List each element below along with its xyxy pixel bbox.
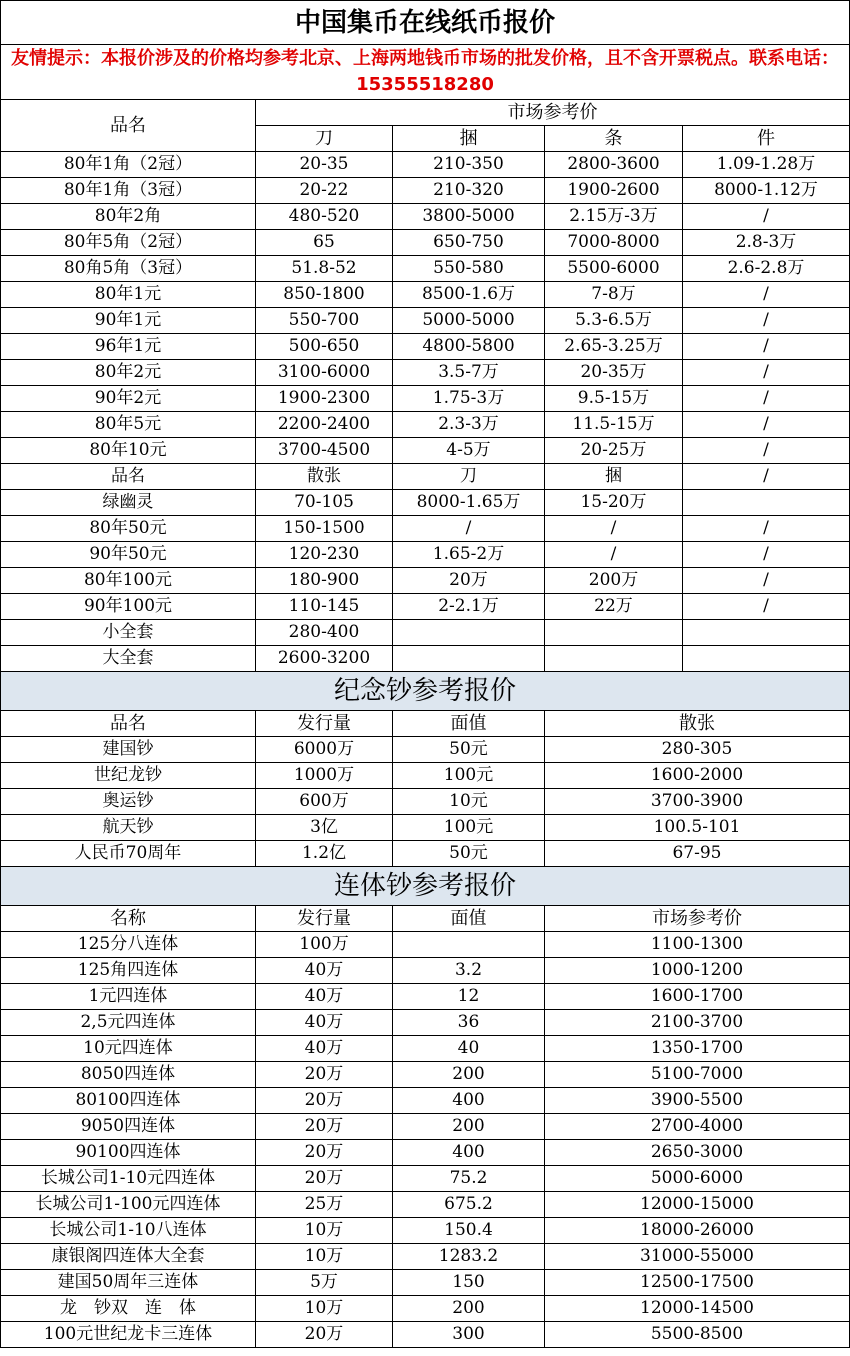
tiao-price-cell: 200万	[545, 568, 683, 594]
issue-volume-cell: 40万	[256, 1036, 393, 1062]
jian-price-cell: /	[683, 412, 850, 438]
price-row	[1, 1244, 850, 1270]
tiao-price-cell: 11.5-15万	[545, 412, 683, 438]
dao-price-cell: 散张	[256, 464, 393, 490]
price-row	[1, 464, 850, 490]
item-name-cell: 大全套	[1, 646, 256, 672]
issue-volume-cell: 10万	[256, 1244, 393, 1270]
dao-price-cell: 2200-2400	[256, 412, 393, 438]
tiao-price-cell: 5.3-6.5万	[545, 308, 683, 334]
header-market-price: 市场参考价	[256, 100, 850, 126]
tiao-price-cell: 7000-8000	[545, 230, 683, 256]
item-name-cell: 10元四连体	[1, 1036, 256, 1062]
section-title-row	[1, 867, 850, 906]
tiao-price-cell: /	[545, 542, 683, 568]
item-name-cell: 90年100元	[1, 594, 256, 620]
item-name-cell: 80年5元	[1, 412, 256, 438]
price-row	[1, 620, 850, 646]
item-name-cell: 康银阁四连体大全套	[1, 1244, 256, 1270]
item-name-cell: 奥运钞	[1, 789, 256, 815]
price-row	[1, 412, 850, 438]
price-cell: 3700-3900	[545, 789, 850, 815]
column-header-issue: 发行量	[256, 906, 393, 932]
kun-price-cell: /	[393, 516, 545, 542]
price-row	[1, 789, 850, 815]
issue-volume-cell: 40万	[256, 958, 393, 984]
face-value-cell: 150.4	[393, 1218, 545, 1244]
dao-price-cell: 850-1800	[256, 282, 393, 308]
price-row	[1, 256, 850, 282]
item-name-cell: 人民币70周年	[1, 841, 256, 867]
header-unit-kun: 捆	[393, 126, 545, 152]
tiao-price-cell: 7-8万	[545, 282, 683, 308]
item-name-cell: 小全套	[1, 620, 256, 646]
price-row	[1, 1270, 850, 1296]
tiao-price-cell: 15-20万	[545, 490, 683, 516]
jian-price-cell: 1.09-1.28万	[683, 152, 850, 178]
price-cell: 280-305	[545, 737, 850, 763]
issue-volume-cell: 20万	[256, 1062, 393, 1088]
header-unit-dao: 刀	[256, 126, 393, 152]
item-name-cell: 9050四连体	[1, 1114, 256, 1140]
dao-price-cell: 500-650	[256, 334, 393, 360]
price-row	[1, 737, 850, 763]
header-unit-jian: 件	[683, 126, 850, 152]
price-row	[1, 984, 850, 1010]
dao-price-cell: 480-520	[256, 204, 393, 230]
kun-price-cell: 20万	[393, 568, 545, 594]
item-name-cell: 2,5元四连体	[1, 1010, 256, 1036]
issue-volume-cell: 20万	[256, 1088, 393, 1114]
item-name-cell: 96年1元	[1, 334, 256, 360]
price-row	[1, 1218, 850, 1244]
tiao-price-cell: 2.15万-3万	[545, 204, 683, 230]
kun-price-cell: 3.5-7万	[393, 360, 545, 386]
price-cell: 1100-1300	[545, 932, 850, 958]
face-value-cell: 40	[393, 1036, 545, 1062]
jian-price-cell: /	[683, 334, 850, 360]
price-cell: 1600-1700	[545, 984, 850, 1010]
face-value-cell: 300	[393, 1322, 545, 1348]
kun-price-cell: 5000-5000	[393, 308, 545, 334]
price-cell: 12000-14500	[545, 1296, 850, 1322]
item-name-cell: 80年2角	[1, 204, 256, 230]
kun-price-cell: 4-5万	[393, 438, 545, 464]
jian-price-cell: 8000-1.12万	[683, 178, 850, 204]
issue-volume-cell: 20万	[256, 1114, 393, 1140]
tiao-price-cell: 5500-6000	[545, 256, 683, 282]
price-row	[1, 958, 850, 984]
item-name-cell: 125分八连体	[1, 932, 256, 958]
price-cell: 2650-3000	[545, 1140, 850, 1166]
kun-price-cell: 3800-5000	[393, 204, 545, 230]
tiao-price-cell: /	[545, 516, 683, 542]
column-header-name: 名称	[1, 906, 256, 932]
item-name-cell: 80年1元	[1, 282, 256, 308]
price-cell: 67-95	[545, 841, 850, 867]
tiao-price-cell: 22万	[545, 594, 683, 620]
item-name-cell: 80100四连体	[1, 1088, 256, 1114]
item-name-cell: 80角5角（3冠）	[1, 256, 256, 282]
kun-price-cell: 8500-1.6万	[393, 282, 545, 308]
kun-price-cell	[393, 646, 545, 672]
price-row	[1, 152, 850, 178]
item-name-cell: 世纪龙钞	[1, 763, 256, 789]
price-row	[1, 178, 850, 204]
face-value-cell: 1283.2	[393, 1244, 545, 1270]
section-header-row	[1, 711, 850, 737]
tiao-price-cell: 20-25万	[545, 438, 683, 464]
price-row	[1, 230, 850, 256]
item-name-cell: 80年2元	[1, 360, 256, 386]
item-name-cell: 绿幽灵	[1, 490, 256, 516]
jian-price-cell: /	[683, 568, 850, 594]
price-row	[1, 594, 850, 620]
price-row	[1, 438, 850, 464]
price-cell: 2100-3700	[545, 1010, 850, 1036]
dao-price-cell: 65	[256, 230, 393, 256]
jian-price-cell: /	[683, 438, 850, 464]
face-value-cell: 100元	[393, 815, 545, 841]
price-row	[1, 1322, 850, 1348]
face-value-cell: 50元	[393, 841, 545, 867]
price-cell: 1000-1200	[545, 958, 850, 984]
column-header-name: 品名	[1, 711, 256, 737]
column-header-issue: 发行量	[256, 711, 393, 737]
price-row	[1, 1010, 850, 1036]
price-cell: 100.5-101	[545, 815, 850, 841]
item-name-cell: 80年1角（2冠）	[1, 152, 256, 178]
dao-price-cell: 3100-6000	[256, 360, 393, 386]
jian-price-cell: /	[683, 594, 850, 620]
item-name-cell: 长城公司1-10八连体	[1, 1218, 256, 1244]
item-name-cell: 80年50元	[1, 516, 256, 542]
price-row	[1, 386, 850, 412]
face-value-cell: 675.2	[393, 1192, 545, 1218]
kun-price-cell: 1.75-3万	[393, 386, 545, 412]
dao-price-cell: 150-1500	[256, 516, 393, 542]
item-name-cell: 8050四连体	[1, 1062, 256, 1088]
kun-price-cell: 210-320	[393, 178, 545, 204]
jian-price-cell: 2.6-2.8万	[683, 256, 850, 282]
issue-volume-cell: 20万	[256, 1140, 393, 1166]
face-value-cell: 150	[393, 1270, 545, 1296]
price-cell: 12500-17500	[545, 1270, 850, 1296]
price-row	[1, 1166, 850, 1192]
dao-price-cell: 110-145	[256, 594, 393, 620]
jian-price-cell: /	[683, 204, 850, 230]
face-value-cell: 200	[393, 1114, 545, 1140]
header-name: 品名	[1, 100, 256, 152]
face-value-cell: 50元	[393, 737, 545, 763]
jian-price-cell: /	[683, 542, 850, 568]
kun-price-cell: 650-750	[393, 230, 545, 256]
issue-volume-cell: 5万	[256, 1270, 393, 1296]
kun-price-cell: 4800-5800	[393, 334, 545, 360]
face-value-cell	[393, 932, 545, 958]
face-value-cell: 10元	[393, 789, 545, 815]
sheet-title: 中国集币在线纸币报价	[1, 1, 850, 45]
face-value-cell: 400	[393, 1140, 545, 1166]
price-row	[1, 542, 850, 568]
jian-price-cell: /	[683, 386, 850, 412]
price-row	[1, 932, 850, 958]
section-title-row	[1, 672, 850, 711]
header-unit-tiao: 条	[545, 126, 683, 152]
price-row	[1, 815, 850, 841]
tiao-price-cell: 1900-2600	[545, 178, 683, 204]
price-cell: 5000-6000	[545, 1166, 850, 1192]
jian-price-cell: /	[683, 282, 850, 308]
issue-volume-cell: 20万	[256, 1322, 393, 1348]
item-name-cell: 80年10元	[1, 438, 256, 464]
dao-price-cell: 550-700	[256, 308, 393, 334]
item-name-cell: 航天钞	[1, 815, 256, 841]
item-name-cell: 长城公司1-10元四连体	[1, 1166, 256, 1192]
column-header-face: 面值	[393, 711, 545, 737]
issue-volume-cell: 10万	[256, 1218, 393, 1244]
item-name-cell: 80年100元	[1, 568, 256, 594]
issue-volume-cell: 20万	[256, 1166, 393, 1192]
price-cell: 5100-7000	[545, 1062, 850, 1088]
price-row	[1, 490, 850, 516]
dao-price-cell: 51.8-52	[256, 256, 393, 282]
face-value-cell: 12	[393, 984, 545, 1010]
item-name-cell: 长城公司1-100元四连体	[1, 1192, 256, 1218]
price-row	[1, 763, 850, 789]
price-row	[1, 1192, 850, 1218]
price-cell: 1350-1700	[545, 1036, 850, 1062]
item-name-cell: 建国50周年三连体	[1, 1270, 256, 1296]
item-name-cell: 80年5角（2冠）	[1, 230, 256, 256]
dao-price-cell: 70-105	[256, 490, 393, 516]
dao-price-cell: 1900-2300	[256, 386, 393, 412]
price-row	[1, 282, 850, 308]
jian-price-cell: /	[683, 308, 850, 334]
tiao-price-cell	[545, 646, 683, 672]
price-row	[1, 334, 850, 360]
dao-price-cell: 120-230	[256, 542, 393, 568]
price-cell: 1600-2000	[545, 763, 850, 789]
dao-price-cell: 20-22	[256, 178, 393, 204]
issue-volume-cell: 10万	[256, 1296, 393, 1322]
tiao-price-cell: 2.65-3.25万	[545, 334, 683, 360]
section-header-row	[1, 906, 850, 932]
item-name-cell: 125角四连体	[1, 958, 256, 984]
price-row	[1, 360, 850, 386]
kun-price-cell: 550-580	[393, 256, 545, 282]
section-title: 纪念钞参考报价	[1, 672, 850, 711]
price-row	[1, 1036, 850, 1062]
tiao-price-cell: 9.5-15万	[545, 386, 683, 412]
item-name-cell: 90年2元	[1, 386, 256, 412]
price-cell: 18000-26000	[545, 1218, 850, 1244]
notice-text: 友情提示：本报价涉及的价格均参考北京、上海两地钱币市场的批发价格，且不含开票税点。联系电话：15355518280	[1, 45, 850, 100]
jian-price-cell	[683, 620, 850, 646]
face-value-cell: 200	[393, 1296, 545, 1322]
issue-volume-cell: 6000万	[256, 737, 393, 763]
column-header-face: 面值	[393, 906, 545, 932]
item-name-cell: 龙 钞双 连 体	[1, 1296, 256, 1322]
jian-price-cell: 2.8-3万	[683, 230, 850, 256]
tiao-price-cell	[545, 620, 683, 646]
issue-volume-cell: 25万	[256, 1192, 393, 1218]
price-row	[1, 308, 850, 334]
price-row	[1, 1296, 850, 1322]
face-value-cell: 75.2	[393, 1166, 545, 1192]
issue-volume-cell: 600万	[256, 789, 393, 815]
price-row	[1, 646, 850, 672]
kun-price-cell: 210-350	[393, 152, 545, 178]
price-cell: 31000-55000	[545, 1244, 850, 1270]
price-row	[1, 1062, 850, 1088]
jian-price-cell: /	[683, 360, 850, 386]
dao-price-cell: 180-900	[256, 568, 393, 594]
face-value-cell: 36	[393, 1010, 545, 1036]
face-value-cell: 3.2	[393, 958, 545, 984]
face-value-cell: 100元	[393, 763, 545, 789]
price-row	[1, 841, 850, 867]
issue-volume-cell: 40万	[256, 984, 393, 1010]
kun-price-cell: 刀	[393, 464, 545, 490]
item-name-cell: 80年1角（3冠）	[1, 178, 256, 204]
issue-volume-cell: 1.2亿	[256, 841, 393, 867]
jian-price-cell: /	[683, 464, 850, 490]
item-name-cell: 建国钞	[1, 737, 256, 763]
item-name-cell: 1元四连体	[1, 984, 256, 1010]
price-row	[1, 204, 850, 230]
price-row	[1, 1114, 850, 1140]
column-header-price: 市场参考价	[545, 906, 850, 932]
jian-price-cell: /	[683, 516, 850, 542]
item-name-cell: 90100四连体	[1, 1140, 256, 1166]
issue-volume-cell: 40万	[256, 1010, 393, 1036]
dao-price-cell: 20-35	[256, 152, 393, 178]
kun-price-cell: 1.65-2万	[393, 542, 545, 568]
column-header-price: 散张	[545, 711, 850, 737]
tiao-price-cell: 2800-3600	[545, 152, 683, 178]
item-name-cell: 品名	[1, 464, 256, 490]
issue-volume-cell: 3亿	[256, 815, 393, 841]
item-name-cell: 90年50元	[1, 542, 256, 568]
item-name-cell: 100元世纪龙卡三连体	[1, 1322, 256, 1348]
price-cell: 12000-15000	[545, 1192, 850, 1218]
price-cell: 5500-8500	[545, 1322, 850, 1348]
jian-price-cell	[683, 490, 850, 516]
price-row	[1, 1140, 850, 1166]
kun-price-cell: 2.3-3万	[393, 412, 545, 438]
kun-price-cell	[393, 620, 545, 646]
price-cell: 2700-4000	[545, 1114, 850, 1140]
kun-price-cell: 8000-1.65万	[393, 490, 545, 516]
section-title: 连体钞参考报价	[1, 867, 850, 906]
dao-price-cell: 3700-4500	[256, 438, 393, 464]
face-value-cell: 400	[393, 1088, 545, 1114]
price-row	[1, 568, 850, 594]
issue-volume-cell: 1000万	[256, 763, 393, 789]
dao-price-cell: 2600-3200	[256, 646, 393, 672]
price-row	[1, 1088, 850, 1114]
face-value-cell: 200	[393, 1062, 545, 1088]
price-cell: 3900-5500	[545, 1088, 850, 1114]
tiao-price-cell: 捆	[545, 464, 683, 490]
issue-volume-cell: 100万	[256, 932, 393, 958]
tiao-price-cell: 20-35万	[545, 360, 683, 386]
dao-price-cell: 280-400	[256, 620, 393, 646]
jian-price-cell	[683, 646, 850, 672]
item-name-cell: 90年1元	[1, 308, 256, 334]
kun-price-cell: 2-2.1万	[393, 594, 545, 620]
price-row	[1, 516, 850, 542]
